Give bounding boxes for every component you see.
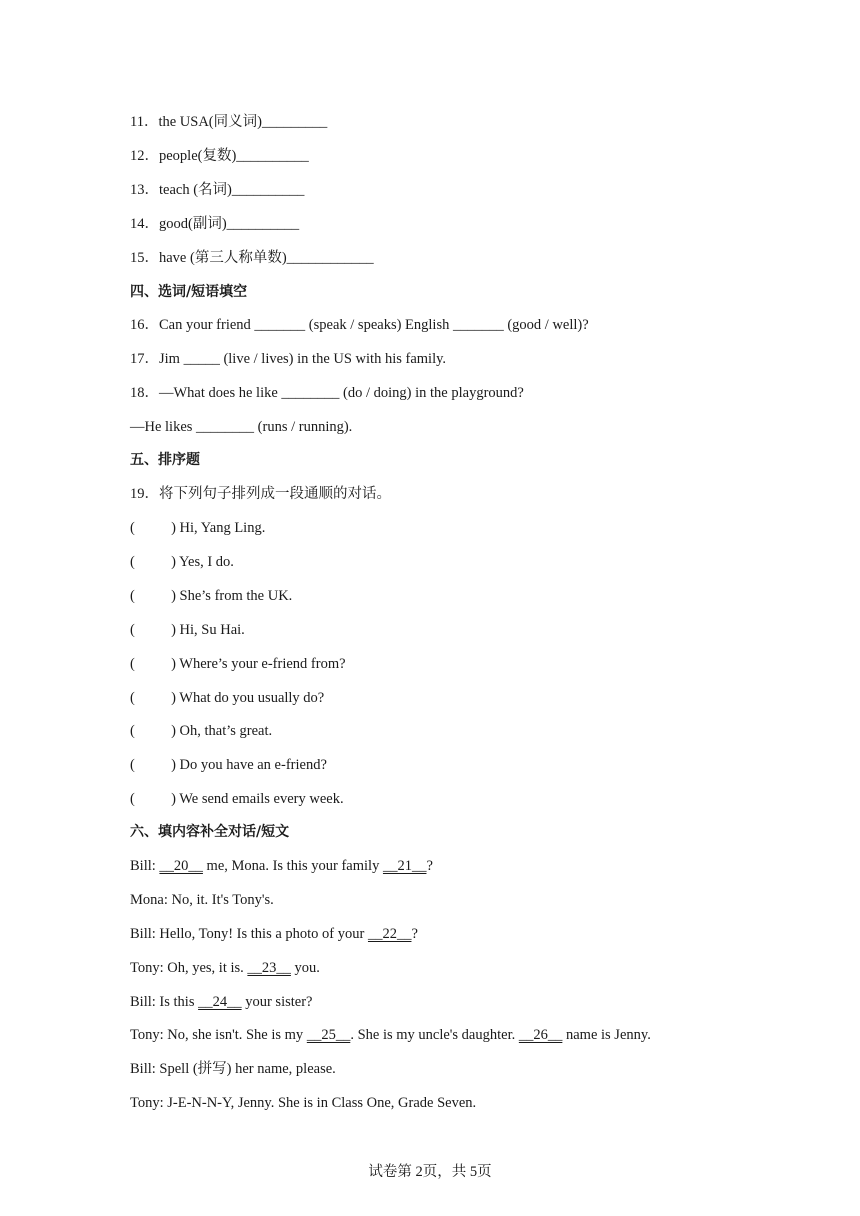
ordering-item: ( ) We send emails every week. <box>130 791 344 807</box>
dialogue-text: Tony: J-E-N-N-Y, Jenny. She is in Class One, Grade Seven. <box>130 1095 477 1111</box>
ordering-item: ( ) Where’s your e-friend from? <box>130 656 346 672</box>
dialogue-line-7 <box>130 1060 336 1078</box>
dialogue-line-2 <box>130 891 274 909</box>
dialogue-text: ? <box>411 926 418 942</box>
question-19-instruction: 19．将下列句子排列成一段通顺的对话。 <box>130 486 391 502</box>
dialogue-text: Tony: No, she isn't. She is my <box>130 1027 307 1043</box>
dialogue-text: ? <box>426 858 433 874</box>
section-heading-4: 四、选词/短语填空 <box>130 284 248 300</box>
dialogue-text: name is Jenny. <box>562 1027 651 1043</box>
blank-25: __25__ <box>306 1027 351 1043</box>
question-13: 13．teach (名词)__________ <box>130 182 305 198</box>
ordering-item: ( ) Hi, Su Hai. <box>130 622 245 638</box>
ordering-item: ( ) Oh, that’s great. <box>130 723 273 739</box>
ordering-item: ( ) Hi, Yang Ling. <box>130 520 266 536</box>
question-18-prompt: 18．—What does he like ________ (do / doing) in the playground? <box>130 385 524 401</box>
section-heading-5: 五、排序题 <box>130 452 200 468</box>
blank-20: __20__ <box>159 858 203 874</box>
question-14: 14．good(副词)__________ <box>130 216 300 232</box>
ordering-item: ( ) Do you have an e-friend? <box>130 757 327 773</box>
dialogue-text: Bill: <box>130 858 160 874</box>
question-11: 11．the USA(同义词)_________ <box>130 114 328 130</box>
dialogue-text: me, Mona. Is this your family <box>202 858 383 874</box>
dialogue-line-8 <box>130 1094 476 1112</box>
dialogue-text: Bill: Is this <box>130 994 199 1010</box>
dialogue-line-5 <box>130 993 312 1011</box>
blank-26: __26__ <box>518 1027 563 1043</box>
dialogue-line-4 <box>130 959 320 977</box>
page-footer: 试卷第 2页，共 5页 <box>368 1164 492 1180</box>
dialogue-text: Tony: Oh, yes, it is. <box>130 960 248 976</box>
question-17: 17．Jim _____ (live / lives) in the US with his family. <box>130 351 447 367</box>
ordering-item: ( ) Yes, I do. <box>130 554 234 570</box>
question-16: 16．Can your friend _______ (speak / speaks) English _______ (good / well)? <box>130 317 589 333</box>
dialogue-text: Mona: No, it. It's Tony's. <box>130 892 274 908</box>
dialogue-line-6 <box>130 1026 651 1044</box>
dialogue-text: you. <box>290 960 320 976</box>
section-heading-6: 六、填内容补全对话/短文 <box>130 824 290 840</box>
blank-22: __22__ <box>367 926 412 942</box>
dialogue-line-3 <box>130 925 418 943</box>
blank-24: __24__ <box>198 994 242 1010</box>
dialogue-text: . She is my uncle's daughter. <box>350 1027 519 1043</box>
ordering-item: ( ) What do you usually do? <box>130 690 325 706</box>
blank-23: __23__ <box>247 960 291 976</box>
dialogue-line-1 <box>130 857 433 875</box>
question-15: 15．have (第三人称单数)____________ <box>130 250 374 266</box>
question-18-response: —He likes ________ (runs / running). <box>130 419 353 435</box>
blank-21: __21__ <box>382 858 427 874</box>
dialogue-text: Bill: Spell (拼写) her name, please. <box>130 1061 336 1077</box>
question-12: 12．people(复数)__________ <box>130 148 309 164</box>
dialogue-text: Bill: Hello, Tony! Is this a photo of your <box>130 926 368 942</box>
dialogue-text: your sister? <box>241 994 313 1010</box>
ordering-item: ( ) She’s from the UK. <box>130 588 293 604</box>
